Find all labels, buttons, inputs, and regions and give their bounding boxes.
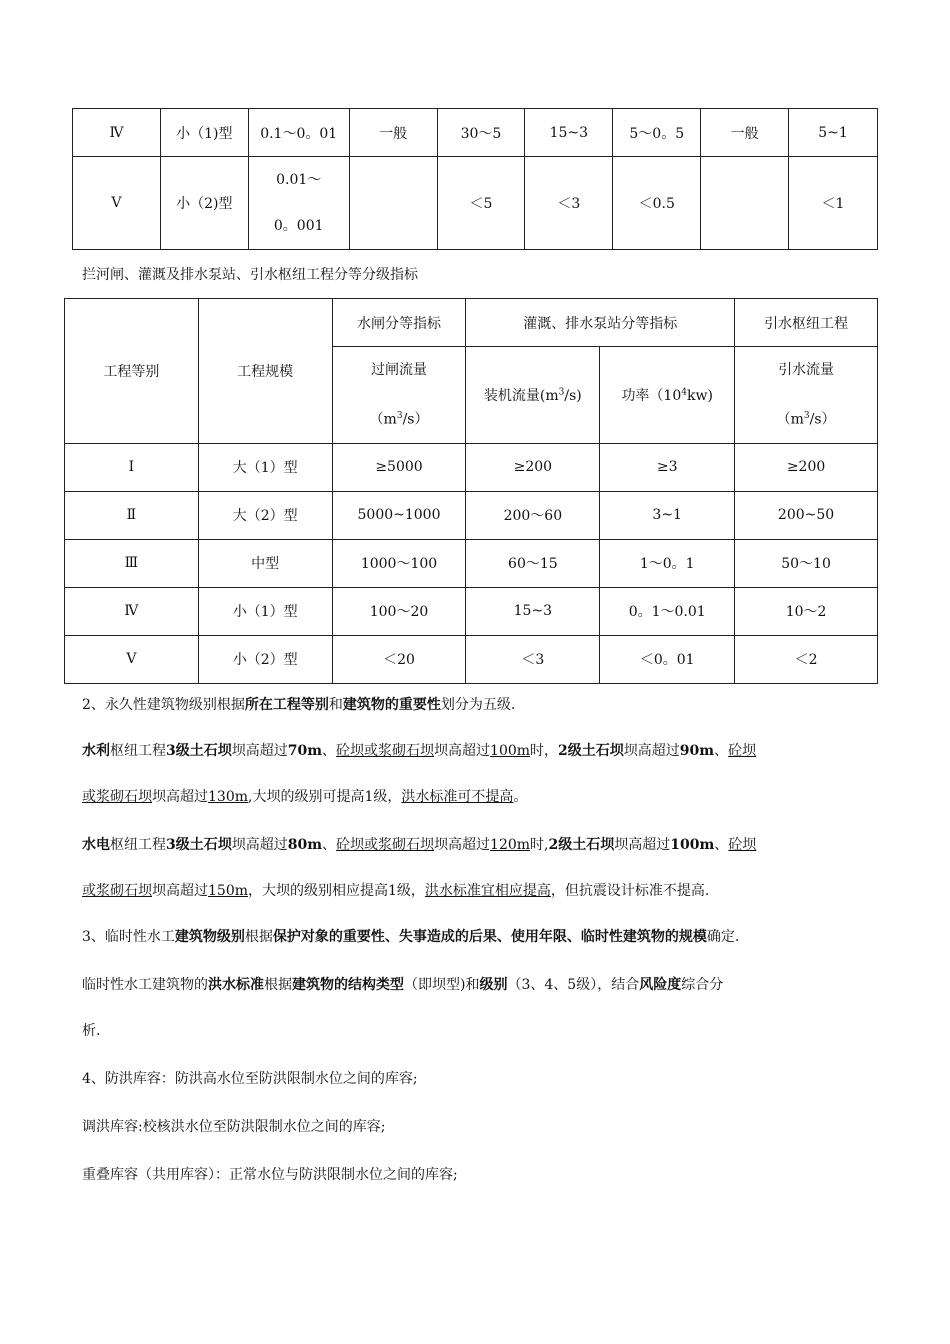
table-cell: 0.1～0。01 <box>248 109 349 157</box>
table-cell <box>349 157 437 250</box>
table-cell: 小（1)型 <box>160 109 248 157</box>
table-sluice-pump-classification <box>64 298 878 684</box>
table-class-continued <box>72 108 878 250</box>
table-cell <box>248 157 349 250</box>
paragraph-temporary-flood-line1: 临时性水工建筑物的洪水标准根据建筑物的结构类型（即坝型)和级别（3、4、5级），结合风险度综合分 <box>82 977 724 993</box>
paragraph-temporary-flood-line2: 析. <box>82 1023 101 1039</box>
table-cell: Ⅲ <box>65 539 199 587</box>
header-pump-flow: 装机流量$(m^3/s)$ <box>466 347 600 444</box>
table-cell: ＜2 <box>735 635 878 683</box>
table-cell: ≥5000 <box>332 443 466 491</box>
table-cell: 大（2）型 <box>198 491 332 539</box>
table-cell: 200~50 <box>735 491 878 539</box>
header-pump: 灌溉、排水泵站分等指标 <box>466 299 735 347</box>
header-sluice-flow <box>332 347 466 444</box>
table-cell: ＜20 <box>332 635 466 683</box>
table-cell: Ⅳ <box>73 109 161 157</box>
header-intake: 引水枢纽工程 <box>735 299 878 347</box>
table-row <box>65 587 878 635</box>
table-caption: 拦河闸、灌溉及排水泵站、引水枢纽工程分等分级指标 <box>82 267 418 283</box>
table-cell: ＜0。01 <box>600 635 735 683</box>
header-scale: 工程规模 <box>198 299 332 444</box>
paragraph-permanent-level: 2、永久性建筑物级别根据所在工程等别和建筑物的重要性划分为五级. <box>82 697 516 713</box>
table-cell: 5000~1000 <box>332 491 466 539</box>
table-cell: 30～5 <box>437 109 525 157</box>
table-cell: 200～60 <box>466 491 600 539</box>
header-power: 功率$(10^4kw)$ <box>600 347 735 444</box>
table-cell: 15~3 <box>466 587 600 635</box>
header-line: 引水流量 <box>778 362 835 378</box>
table-cell: ≥200 <box>735 443 878 491</box>
header-intake-flow <box>735 347 878 444</box>
table-cell: ＜5 <box>437 157 525 250</box>
table-cell: 小（2）型 <box>198 635 332 683</box>
table-cell: 5～0。5 <box>613 109 701 157</box>
table-row <box>65 539 878 587</box>
table-cell: ＜3 <box>466 635 600 683</box>
table-cell: 5~1 <box>789 109 878 157</box>
table-cell: 60～15 <box>466 539 600 587</box>
header-sluice: 水闸分等指标 <box>332 299 466 347</box>
table-cell: 0。1～0.01 <box>600 587 735 635</box>
table-cell: 100～20 <box>332 587 466 635</box>
paragraph-overlap-storage: 重叠库容（共用库容）：正常水位与防洪限制水位之间的库容; <box>82 1167 458 1183</box>
table-cell: 小（2)型 <box>160 157 248 250</box>
table-cell: Ⅳ <box>65 587 199 635</box>
table-cell: 大（1）型 <box>198 443 332 491</box>
table-row <box>73 157 878 250</box>
paragraph-hydropower-line2: 或浆砌石坝坝高超过150m，大坝的级别相应提高1级，洪水标准宜相应提高，但抗震设计标准不提高. <box>82 883 710 899</box>
table-cell: Ⅴ <box>65 635 199 683</box>
table-cell: 一般 <box>701 109 789 157</box>
paragraph-regulating-storage: 调洪库容:校核洪水位至防洪限制水位之间的库容; <box>82 1119 386 1135</box>
table-row <box>65 443 878 491</box>
table-cell: 1000～100 <box>332 539 466 587</box>
table-cell: ＜0.5 <box>613 157 701 250</box>
cell-line: 0。001 <box>273 218 324 234</box>
table-row <box>73 109 878 157</box>
cell-line: 0.01～ <box>276 172 322 188</box>
table-row <box>65 491 878 539</box>
table-cell: 小（1）型 <box>198 587 332 635</box>
paragraph-temporary-level: 3、临时性水工建筑物级别根据保护对象的重要性、失事造成的后果、使用年限、临时性建筑物的规模确定. <box>82 929 740 945</box>
table-cell: ＜1 <box>789 157 878 250</box>
header-grade: 工程等别 <box>65 299 199 444</box>
table-cell: ＜3 <box>525 157 613 250</box>
paragraph-hydropower-line1: 水电枢纽工程3级土石坝坝高超过80m、砼坝或浆砌石坝坝高超过120m时,2级土石坝坝高超过100m、砼坝 <box>82 837 757 853</box>
header-unit: $(m^3/s)$ <box>776 411 836 428</box>
table-cell: Ⅰ <box>65 443 199 491</box>
table-cell: 中型 <box>198 539 332 587</box>
paragraph-hydraulic-line1: 水利枢纽工程3级土石坝坝高超过70m、砼坝或浆砌石坝坝高超过100m时，2级土石坝坝高超过90m、砼坝 <box>82 743 757 759</box>
header-unit: $(m^3/s)$ <box>369 411 429 428</box>
table-cell: Ⅱ <box>65 491 199 539</box>
table-cell: Ⅴ <box>73 157 161 250</box>
table-cell: 1～0。1 <box>600 539 735 587</box>
table-cell: 3~1 <box>600 491 735 539</box>
header-line: 过闸流量 <box>371 362 427 378</box>
table-cell: ≥3 <box>600 443 735 491</box>
table-cell: 50～10 <box>735 539 878 587</box>
paragraph-flood-storage: 4、防洪库容：防洪高水位至防洪限制水位之间的库容; <box>82 1071 418 1087</box>
table-cell: ≥200 <box>466 443 600 491</box>
table-cell: 15~3 <box>525 109 613 157</box>
paragraph-hydraulic-line2: 或浆砌石坝坝高超过130m,大坝的级别可提高1级，洪水标准可不提高。 <box>82 789 528 805</box>
table-cell: 10～2 <box>735 587 878 635</box>
table-cell <box>701 157 789 250</box>
table-row <box>65 635 878 683</box>
table-cell: 一般 <box>349 109 437 157</box>
table-header-row <box>65 299 878 347</box>
